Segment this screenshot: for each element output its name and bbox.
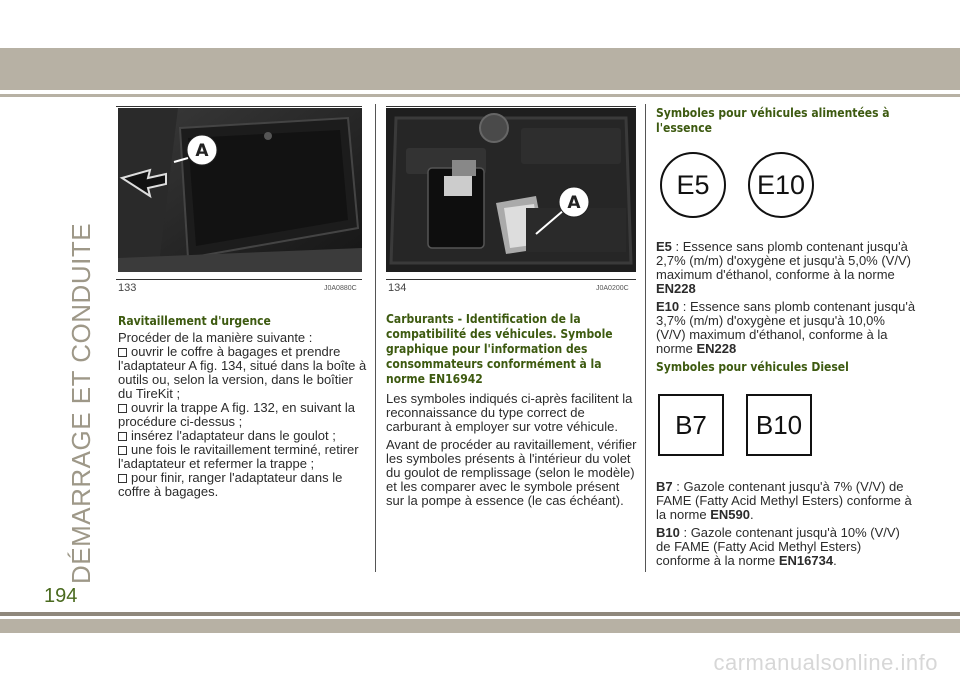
figure-top-rule: [116, 106, 362, 107]
checkbox-bullet-icon: [118, 404, 127, 413]
page-number: 194: [44, 585, 78, 607]
checkbox-bullet-icon: [118, 446, 127, 455]
e5-symbol: E5: [660, 152, 726, 218]
e10-symbol: E10: [748, 152, 814, 218]
caption-rule: [116, 279, 362, 280]
list-item: ouvrir la trappe A fig. 132, en suivant la procédure ci-dessus ;: [118, 400, 356, 429]
heading-petrol-symbols: Symboles pour véhicules alimentées à l'essence: [656, 106, 890, 135]
section-title: DÉMARRAGE ET CONDUITE: [66, 222, 96, 584]
list-item: pour finir, ranger l'adaptateur dans le coffre à bagages.: [118, 470, 343, 499]
caption-rule: [386, 279, 636, 280]
checkbox-bullet-icon: [118, 474, 127, 483]
b7-symbol: B7: [658, 394, 724, 456]
callout-label: A: [567, 193, 581, 213]
list-item: ouvrir le coffre à bagages et prendre l'adaptateur A fig. 134, situé dans la boîte à outils ou, selon la version, dans le boîtier du TireKit ;: [118, 344, 367, 401]
e5-description: E5 : Essence sans plomb contenant jusqu'à 2,7% (m/m) d'oxygène et jusqu'à 5,0% (V/V) maximum d'éthanol, conforme à la norme EN228: [656, 239, 911, 296]
checkbox-bullet-icon: [118, 432, 127, 441]
header-band: [0, 48, 960, 90]
column2-body: [386, 392, 638, 512]
footer-rule: [0, 612, 960, 616]
column-divider: [645, 104, 646, 572]
b10-symbol: B10: [746, 394, 812, 456]
figure-number: 134: [388, 282, 407, 294]
column-divider: [375, 104, 376, 572]
figure-number: 133: [118, 282, 137, 294]
figure-134-photo: [386, 108, 636, 272]
checkbox-bullet-icon: [118, 348, 127, 357]
watermark: carmanualsonline.info: [713, 650, 938, 675]
column3-petrol-body: [656, 240, 916, 360]
intro-text: Procéder de la manière suivante :: [118, 330, 313, 345]
figure-top-rule: [386, 106, 636, 107]
column1-body: [118, 331, 370, 499]
figure-133-photo: [118, 108, 362, 272]
b10-description: B10 : Gazole contenant jusqu'à 10% (V/V) de FAME (Fatty Acid Methyl Esters) conforme à la norme EN16734.: [656, 525, 900, 568]
column3-diesel-body: [656, 480, 916, 572]
fuel-symbol-intro: Les symboles indiqués ci-après facilitent la reconnaissance du type correct de carburant à employer sur votre véhicule.: [386, 391, 633, 434]
e10-description: E10 : Essence sans plomb contenant jusqu'à 3,7% (m/m) d'oxygène et jusqu'à 10,0% (V/V) maximum d'éthanol, conforme à la norme EN228: [656, 299, 916, 356]
footer-band: [0, 619, 960, 633]
trunk-storage-illustration: [118, 108, 362, 272]
callout-label: A: [195, 141, 209, 161]
b7-description: B7 : Gazole contenant jusqu'à 7% (V/V) de FAME (Fatty Acid Methyl Esters) conforme à la norme EN590.: [656, 479, 912, 522]
tool-box-illustration: [386, 108, 636, 272]
header-rule: [0, 94, 960, 97]
figure-code: J0A0200C: [596, 285, 629, 292]
figure-code: J0A0880C: [324, 285, 357, 292]
heading-diesel-symbols: Symboles pour véhicules Diesel: [656, 360, 849, 374]
list-item: insérez l'adaptateur dans le goulot ;: [118, 429, 370, 443]
list-item: une fois le ravitaillement terminé, retirer l'adaptateur et refermer la trappe ;: [118, 442, 359, 471]
heading-fuel-identification: Carburants - Identification de la compatibilité des véhicules. Symbole graphique pour l'information des consommateurs conformément à la norme EN16942: [386, 312, 613, 386]
fuel-symbol-check: Avant de procéder au ravitaillement, vérifier les symboles présents à l'intérieur du volet du goulot de remplissage (selon le modèle) et les comparer avec le symbole présent sur la pompe à essence (le cas échéant).: [386, 437, 637, 508]
heading-emergency-refuel: Ravitaillement d'urgence: [118, 314, 271, 328]
